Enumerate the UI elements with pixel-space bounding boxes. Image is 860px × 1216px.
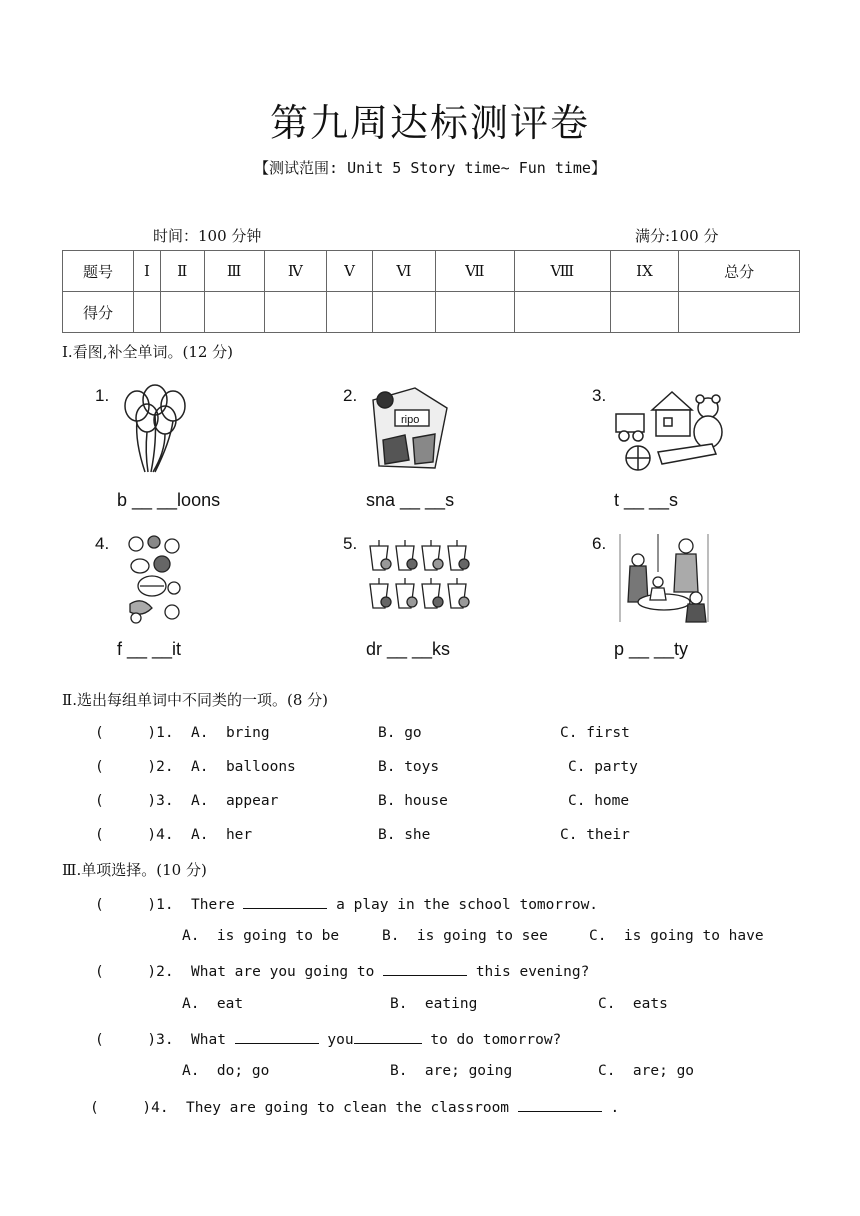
party-icon <box>618 532 710 624</box>
answer-blank[interactable] <box>518 1097 602 1112</box>
drinks-icon <box>366 536 476 618</box>
option-c: C. first <box>560 725 630 741</box>
item-number: 1. <box>95 386 110 405</box>
question-text: ( )2. What are you going to <box>95 964 384 980</box>
table-cell: ⅠX <box>610 251 679 292</box>
question-3-3 <box>95 1029 561 1048</box>
question-2-3: ( )3. A. appear <box>95 793 279 809</box>
question-text: you <box>318 1032 354 1048</box>
question-3-1 <box>95 894 598 913</box>
item-number: 5. <box>343 534 358 553</box>
table-cell: Ⅰ <box>134 251 161 292</box>
table-cell: Ⅴ <box>326 251 372 292</box>
question-3-2 <box>95 961 589 980</box>
score-input-cell[interactable] <box>514 292 610 333</box>
table-cell: Ⅶ <box>435 251 514 292</box>
option-c: C. party <box>568 759 638 775</box>
item-number: 6. <box>592 534 607 553</box>
balloons-icon <box>115 382 195 477</box>
item-number: 3. <box>592 386 607 405</box>
question-text: a play in the school tomorrow. <box>327 897 599 913</box>
option-a: A. eat <box>182 996 244 1012</box>
option-b: B. she <box>378 827 431 843</box>
answer-blank[interactable] <box>354 1029 422 1044</box>
option-c: C. are; go <box>598 1063 695 1079</box>
table-cell: Ⅵ <box>373 251 436 292</box>
score-input-cell[interactable] <box>610 292 679 333</box>
option-a: A. do; go <box>182 1063 270 1079</box>
fill-word[interactable]: dr __ __ks <box>366 639 451 659</box>
section-3-heading: Ⅲ.单项选择。(10 分) <box>62 861 207 879</box>
toys-icon <box>612 380 732 475</box>
table-cell: Ⅲ <box>204 251 264 292</box>
score-table <box>62 250 800 333</box>
table-row <box>63 251 800 292</box>
fill-word[interactable]: b __ __loons <box>117 490 221 510</box>
score-input-cell[interactable] <box>134 292 161 333</box>
test-scope: 【测试范围: Unit 5 Story time~ Fun time】 <box>254 159 606 177</box>
full-score: 满分:100 分 <box>635 227 719 245</box>
fill-word[interactable]: sna __ __s <box>366 490 455 510</box>
table-row <box>63 292 800 333</box>
option-b: B. is going to see <box>382 928 548 944</box>
fill-word[interactable]: f __ __it <box>117 639 182 659</box>
option-b: B. toys <box>378 759 440 775</box>
question-3-4 <box>90 1097 619 1116</box>
item-number: 2. <box>343 386 358 405</box>
section-2-heading: Ⅱ.选出每组单词中不同类的一项。(8 分) <box>62 691 328 709</box>
option-c: C. eats <box>598 996 668 1012</box>
section-1-heading: Ⅰ.看图,补全单词。(12 分) <box>62 343 234 361</box>
snacks-icon <box>365 380 455 475</box>
table-cell: 题号 <box>63 251 134 292</box>
question-text: . <box>601 1100 620 1116</box>
time-limit: 时间：100 分钟 <box>153 227 262 245</box>
question-2-1: ( )1. A. bring <box>95 725 270 741</box>
score-input-cell[interactable] <box>679 292 800 333</box>
table-cell: Ⅷ <box>514 251 610 292</box>
question-text: to do tomorrow? <box>421 1032 562 1048</box>
question-2-4: ( )4. A. her <box>95 827 253 843</box>
option-c: C. their <box>560 827 630 843</box>
question-2-2: ( )2. A. balloons <box>95 759 296 775</box>
fill-word[interactable]: p __ __ty <box>614 639 689 659</box>
option-b: B. are; going <box>390 1063 513 1079</box>
score-input-cell[interactable] <box>160 292 204 333</box>
option-b: B. house <box>378 793 448 809</box>
option-a: A. is going to be <box>182 928 340 944</box>
page-title: 第九周达标测评卷 <box>269 101 590 145</box>
question-text: this evening? <box>467 964 590 980</box>
table-cell: 总分 <box>679 251 800 292</box>
question-text: ( )3. What <box>95 1032 235 1048</box>
score-input-cell[interactable] <box>264 292 326 333</box>
answer-blank[interactable] <box>235 1029 319 1044</box>
question-text: ( )4. They are going to clean the classroom <box>90 1100 518 1116</box>
option-c: C. home <box>568 793 630 809</box>
table-cell: Ⅱ <box>160 251 204 292</box>
score-input-cell[interactable] <box>435 292 514 333</box>
answer-blank[interactable] <box>243 894 327 909</box>
item-number: 4. <box>95 534 110 553</box>
fill-word[interactable]: t __ __s <box>614 490 679 510</box>
table-cell: Ⅳ <box>264 251 326 292</box>
table-cell: 得分 <box>63 292 134 333</box>
score-input-cell[interactable] <box>373 292 436 333</box>
answer-blank[interactable] <box>383 961 467 976</box>
score-input-cell[interactable] <box>326 292 372 333</box>
score-input-cell[interactable] <box>204 292 264 333</box>
option-c: C. is going to have <box>589 928 764 944</box>
option-b: B. eating <box>390 996 478 1012</box>
question-text: ( )1. There <box>95 897 244 913</box>
svg-text:ripo: ripo <box>401 414 420 426</box>
option-b: B. go <box>378 725 422 741</box>
fruit-icon <box>122 532 187 624</box>
